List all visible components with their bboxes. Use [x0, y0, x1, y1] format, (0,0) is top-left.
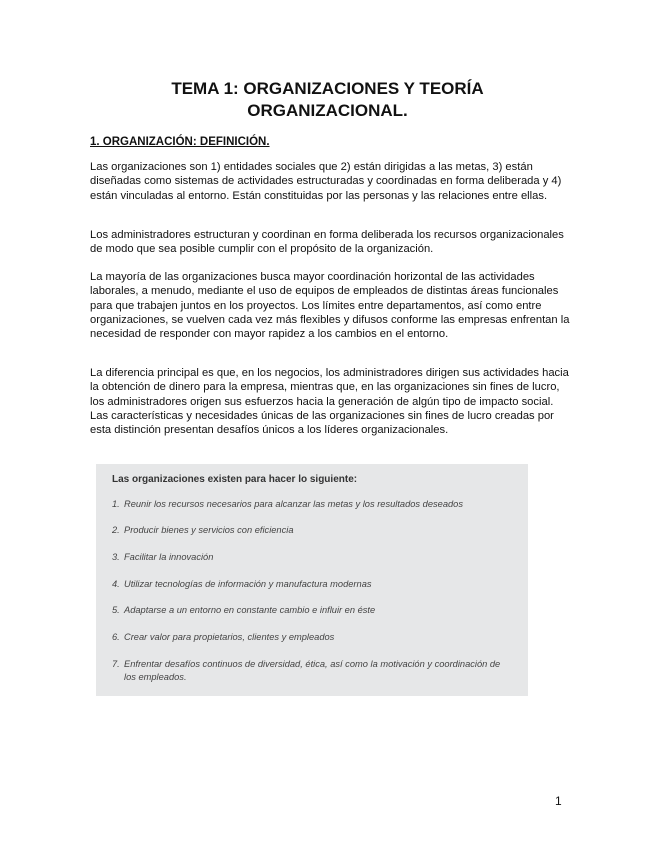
list-item — [112, 631, 512, 644]
list-item-text: Adaptarse a un entorno en constante cambio e influir en éste — [124, 605, 376, 615]
list-item-text: Producir bienes y servicios con eficiencia — [124, 525, 294, 535]
list-item — [112, 498, 512, 511]
paragraph: Los administradores estructuran y coordinan en forma deliberada los recursos organizacionales de modo que sea posible cumplir con el propósito de la organización. — [90, 229, 564, 256]
list-item-number: 1. — [112, 499, 120, 509]
list-item — [112, 604, 512, 617]
list-item-number: 5. — [112, 605, 120, 615]
list-item-number: 4. — [112, 579, 120, 589]
list-item — [112, 551, 512, 564]
page-title: TEMA 1: ORGANIZACIONES Y TEORÍA ORGANIZACIONAL. — [171, 79, 484, 120]
list-item-number: 2. — [112, 525, 120, 535]
list-item-text: Reunir los recursos necesarios para alcanzar las metas y los resultados deseados — [124, 499, 463, 509]
list-item-text: Utilizar tecnologías de información y manufactura modernas — [124, 579, 372, 589]
paragraph: Las organizaciones son 1) entidades sociales que 2) están dirigidas a las metas, 3) están diseñadas como sistemas de actividades estructuradas y coordinadas en forma deliberada y 4) están vinculadas al entorno. Están constituidas por las personas y las relaciones entre ellas. — [90, 161, 562, 202]
figure-box — [96, 464, 528, 696]
section-heading: 1. ORGANIZACIÓN: DEFINICIÓN. — [90, 136, 270, 148]
paragraph: La diferencia principal es que, en los negocios, los administradores dirigen sus actividades hacia la obtención de dinero para la empresa, mientras que, en las organizaciones sin fines de lucro, los administradores origen sus esfuerzos hacia la generación de algún tipo de impacto social. Las características y necesidades únicas de las organizaciones sin fines de lucro creadas por esta distinción presentan desafíos únicos a los líderes organizacionales. — [90, 367, 569, 437]
list-item-text: Crear valor para propietarios, clientes y empleados — [124, 632, 335, 642]
list-item-number: 7. — [112, 659, 120, 669]
paragraph: La mayoría de las organizaciones busca mayor coordinación horizontal de las actividades laborales, a menudo, mediante el uso de equipos de empleados de distintas áreas funcionales para que trabajen juntos en los proyectos. Los límites entre departamentos, así como entre organizaciones, se vuelven cada vez más flexibles y difusos conforme las empresas enfrentan la necesidad de responder con mayor rapidez a los cambios en el entorno. — [90, 271, 570, 341]
box-title: Las organizaciones existen para hacer lo siguiente: — [112, 474, 358, 485]
list-item — [112, 658, 512, 684]
list-item — [112, 524, 512, 537]
list-item-number: 3. — [112, 552, 120, 562]
list-item-number: 6. — [112, 632, 120, 642]
page-number: 1 — [555, 794, 562, 808]
list-item-text: Facilitar la innovación — [124, 552, 214, 562]
list-item — [112, 578, 512, 591]
list-item-text: Enfrentar desafíos continuos de diversidad, ética, así como la motivación y coordinación de los empleados. — [124, 659, 501, 682]
